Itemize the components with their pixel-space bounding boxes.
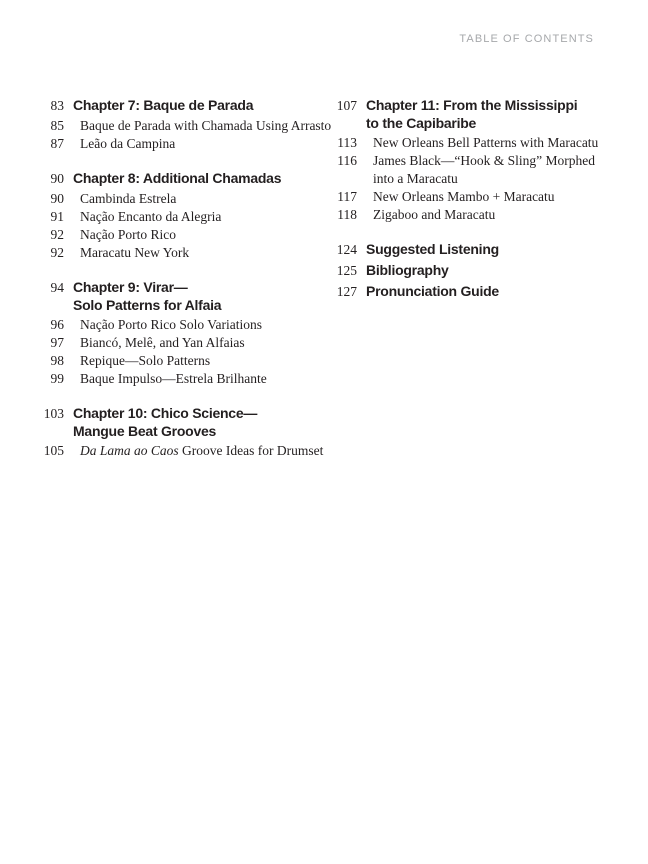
toc-columns [40, 96, 610, 460]
toc-entry [40, 244, 333, 262]
page-number: 85 [50, 118, 64, 133]
toc-entry [40, 334, 333, 352]
entry-title [366, 96, 577, 132]
toc-entry-bibliography [333, 261, 610, 280]
page-number: 113 [337, 135, 357, 150]
entry-title-line1: Chapter 10: Chico Science— [73, 405, 258, 421]
entry-title: New Orleans Mambo + Maracatu [373, 189, 555, 204]
entry-title-line1: James Black—“Hook & Sling” Morphed [373, 153, 595, 168]
page-number: 91 [50, 209, 64, 224]
page-number: 99 [50, 371, 64, 386]
entry-title: Cambinda Estrela [80, 191, 177, 206]
entry-title-line1: Chapter 9: Virar— [73, 279, 188, 295]
entry-title-line2: to the Capibaribe [366, 115, 477, 131]
toc-entry [40, 370, 333, 388]
toc-column-right [333, 96, 610, 460]
entry-title: Nação Porto Rico [80, 227, 176, 242]
entry-title-line2: Solo Patterns for Alfaia [73, 297, 222, 313]
toc-entry-suggested-listening [333, 240, 610, 259]
entry-title [373, 152, 595, 188]
page-number: 116 [337, 153, 357, 168]
toc-entry [40, 316, 333, 334]
entry-title-line1: Chapter 11: From the Mississippi [366, 97, 578, 113]
page-number: 94 [50, 280, 64, 295]
toc-entry-chapter-9 [40, 278, 333, 314]
toc-entry [40, 442, 333, 460]
toc-entry [40, 117, 333, 135]
page-number: 97 [50, 335, 64, 350]
entry-title: Biancó, Melê, and Yan Alfaias [80, 335, 245, 350]
entry-title-rest: Groove Ideas for Drumset [178, 443, 324, 458]
entry-title [73, 404, 257, 440]
toc-entry [333, 134, 610, 152]
entry-title-italic: Da Lama ao Caos [80, 443, 179, 458]
page-number: 117 [337, 189, 357, 204]
toc-entry [333, 152, 610, 188]
page-number: 96 [50, 317, 64, 332]
toc-entry [40, 208, 333, 226]
entry-title: Pronunciation Guide [366, 283, 499, 299]
page-number: 127 [336, 284, 357, 299]
page-number: 125 [336, 263, 357, 278]
entry-title: Chapter 8: Additional Chamadas [73, 170, 282, 186]
entry-title [73, 278, 221, 314]
entry-title: Repique—Solo Patterns [80, 353, 211, 368]
entry-title: Baque de Parada with Chamada Using Arrasto [80, 118, 332, 133]
page-number: 124 [336, 242, 357, 257]
page-number: 90 [50, 191, 64, 206]
page-number: 92 [50, 227, 64, 242]
entry-title: Maracatu New York [80, 245, 190, 260]
toc-entry [40, 352, 333, 370]
toc-entry-chapter-7 [40, 96, 333, 115]
toc-entry-chapter-8 [40, 169, 333, 188]
entry-title-line2: Mangue Beat Grooves [73, 423, 217, 439]
page-number: 105 [43, 443, 64, 458]
page-number: 103 [43, 406, 64, 421]
entry-title [80, 442, 323, 460]
toc-entry [40, 135, 333, 153]
toc-entry-chapter-11 [333, 96, 610, 132]
entry-title: New Orleans Bell Patterns with Maracatu [373, 135, 599, 150]
entry-title: Suggested Listening [366, 241, 499, 257]
toc-entry-chapter-10 [40, 404, 333, 440]
page-number: 98 [50, 353, 64, 368]
entry-title: Nação Porto Rico Solo Variations [80, 317, 262, 332]
page-number: 107 [336, 98, 357, 113]
page-number: 83 [50, 98, 64, 113]
running-header: TABLE OF CONTENTS [459, 33, 594, 45]
page-number: 118 [337, 207, 357, 222]
entry-title: Bibliography [366, 262, 449, 278]
entry-title-line2: into a Maracatu [373, 171, 458, 186]
toc-entry [333, 188, 610, 206]
entry-title: Zigaboo and Maracatu [373, 207, 496, 222]
entry-title: Chapter 7: Baque de Parada [73, 97, 254, 113]
page-number: 87 [50, 136, 64, 151]
page-number: 90 [50, 171, 64, 186]
toc-entry [40, 190, 333, 208]
toc-entry [40, 226, 333, 244]
toc-column-left [40, 96, 333, 460]
page-number: 92 [50, 245, 64, 260]
entry-title: Leão da Campina [80, 136, 176, 151]
toc-entry-pronunciation-guide [333, 282, 610, 301]
entry-title: Baque Impulso—Estrela Brilhante [80, 371, 267, 386]
toc-entry [333, 206, 610, 224]
entry-title: Nação Encanto da Alegria [80, 209, 222, 224]
